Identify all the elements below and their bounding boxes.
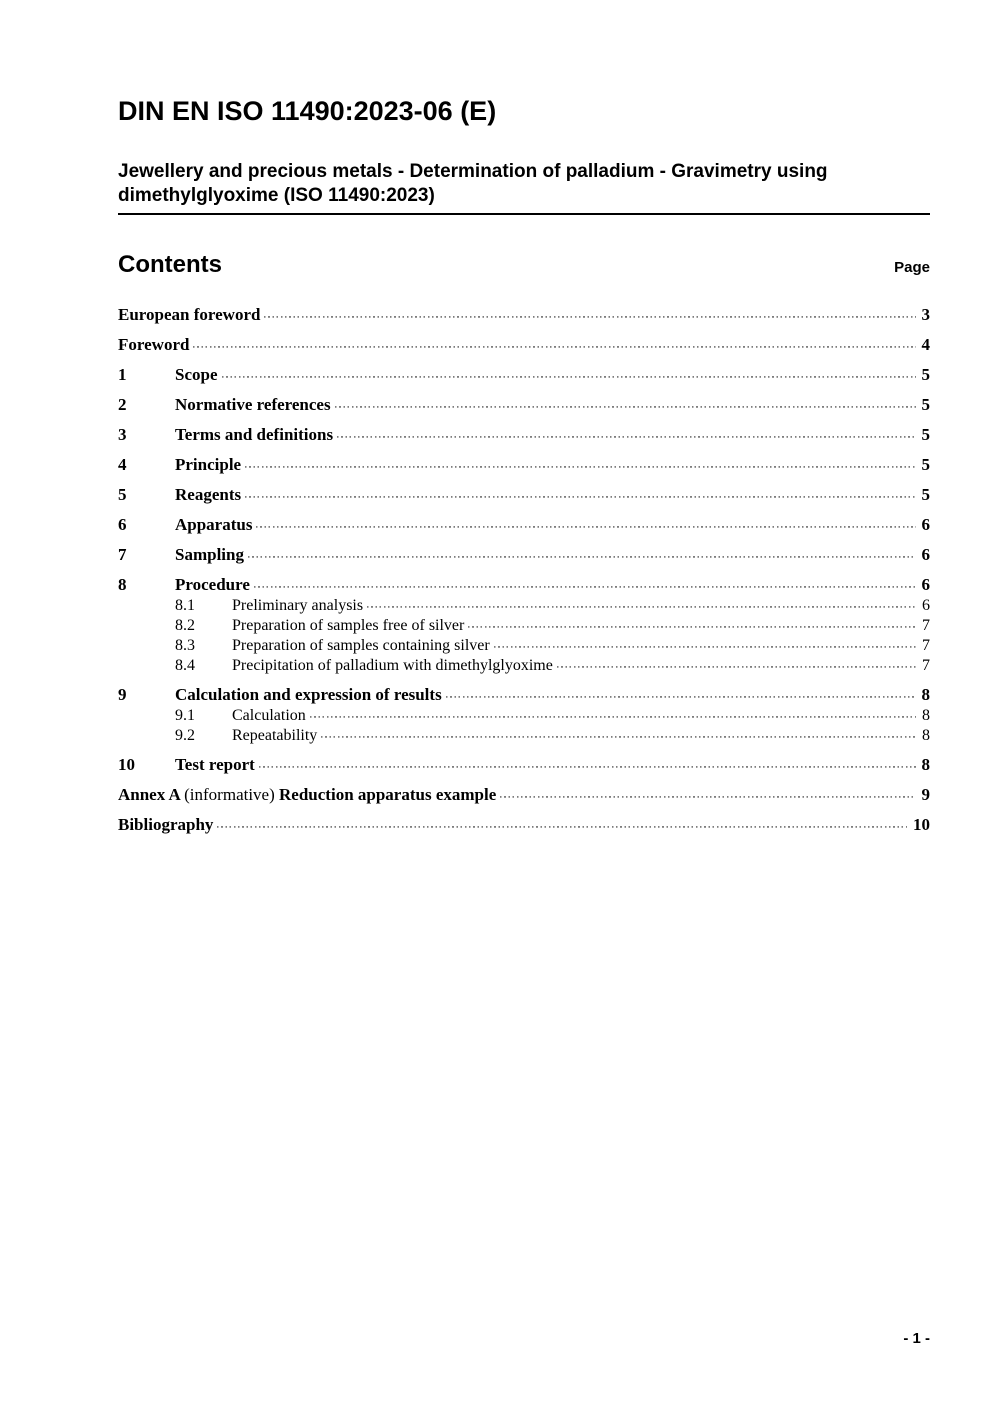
toc-entry-label-part: Annex A [118,785,185,804]
toc-entry [118,394,930,416]
toc-entry-label-part: Reduction apparatus example [279,785,497,804]
toc-entry-label: Preliminary analysis [232,597,364,614]
toc-page-number: 6 [921,545,930,564]
toc-entry-label: European foreword [118,305,261,324]
toc-entry-number: 9.1 [175,707,195,724]
toc-page-number: 8 [922,727,930,744]
toc-entry [118,656,930,676]
toc-entry [118,596,930,616]
dot-leader [222,376,916,380]
toc-entry-label [118,784,496,806]
toc-entry-number: 6 [118,515,127,534]
toc-entry [118,784,930,806]
toc-page-number: 10 [913,815,930,834]
toc-entry [118,514,930,536]
toc-page-number: 5 [921,395,930,414]
toc-entry-number: 3 [118,425,127,444]
toc-entry-label: Apparatus [175,515,253,534]
toc-entry-label: Repeatability [232,727,318,744]
toc-entry-label: Foreword [118,335,190,354]
toc-page-number: 6 [921,515,930,534]
toc-entry-label: Terms and definitions [175,425,334,444]
toc-entry-label: Calculation [232,707,306,724]
toc-entry [118,684,930,706]
toc-page-number: 6 [921,575,930,594]
dot-leader [259,766,916,770]
toc-entry-number: 4 [118,455,127,474]
toc-entry-label: Test report [175,755,255,774]
toc-entry-label: Preparation of samples free of silver [232,617,465,634]
dot-leader [446,696,916,700]
toc-page-number: 5 [921,455,930,474]
page-column-label: Page [894,259,930,276]
toc-entry [118,636,930,656]
toc-entry-label: Sampling [175,545,244,564]
toc-entry [118,454,930,476]
toc-entry [118,706,930,726]
footer-page-number: - 1 - [903,1330,930,1347]
toc-entry [118,424,930,446]
toc-entry-number: 1 [118,365,127,384]
toc-entry-label: Scope [175,365,218,384]
toc-entry [118,726,930,746]
toc-page-number: 5 [921,485,930,504]
toc-entry [118,814,930,836]
toc-entry-number: 2 [118,395,127,414]
dot-leader [245,466,915,470]
toc-page-number: 8 [922,707,930,724]
toc-page-number: 3 [921,305,930,324]
toc-entry-number: 8 [118,575,127,594]
toc-page-number: 7 [922,637,930,654]
toc-entry-label: Precipitation of palladium with dimethylglyoxime [232,657,553,674]
dot-leader [557,666,916,670]
dot-leader [193,346,915,350]
toc-entry [118,334,930,356]
document-code: DIN EN ISO 11490:2023-06 (E) [118,96,497,126]
toc-page-number: 8 [921,685,930,704]
dot-leader [367,606,916,610]
toc-page-number: 8 [921,755,930,774]
toc-entry-label: Principle [175,455,242,474]
toc-entry [118,364,930,386]
toc-page-number: 5 [921,425,930,444]
toc-entry-label-part: (informative) [184,785,280,804]
toc-page-number: 4 [921,335,930,354]
toc-entry [118,304,930,326]
toc-entry-label: Calculation and expression of results [175,685,442,704]
toc-entry-label: Preparation of samples containing silver [232,637,490,654]
dot-leader [310,716,916,720]
dot-leader [245,496,915,500]
contents-heading: Contents [118,251,222,278]
toc-entry [118,574,930,596]
toc-page-number: 9 [921,785,930,804]
toc-page-number: 5 [921,365,930,384]
toc-entry-number: 8.3 [175,637,195,654]
toc-entry-label: Procedure [175,575,250,594]
dot-leader [494,646,916,650]
dot-leader [468,626,916,630]
toc-entry-label: Reagents [175,485,242,504]
toc-entry-number: 5 [118,485,127,504]
toc-page-number: 7 [922,617,930,634]
toc-entry [118,484,930,506]
toc-entry-number: 9 [118,685,127,704]
dot-leader [321,736,916,740]
toc-entry [118,754,930,776]
toc-page-number: 6 [922,597,930,614]
toc-list [118,304,930,836]
toc-page-number: 7 [922,657,930,674]
document-title: Jewellery and precious metals - Determination of palladium - Gravimetry using dimethylglyoxime (ISO 11490:2023) [118,160,930,215]
contents-header [118,251,930,279]
toc-entry-number: 10 [118,755,135,774]
toc-entry-number: 8.4 [175,657,195,674]
toc-entry-number: 8.1 [175,597,195,614]
toc-entry-number: 8.2 [175,617,195,634]
toc-entry-number: 9.2 [175,727,195,744]
dot-leader [335,406,916,410]
dot-leader [337,436,915,440]
dot-leader [500,796,915,800]
toc-entry [118,544,930,566]
dot-leader [217,826,907,830]
dot-leader [254,586,916,590]
toc-entry [118,616,930,636]
toc-entry-label: Normative references [175,395,331,414]
dot-leader [248,556,916,560]
toc-entry-label: Bibliography [118,815,214,834]
dot-leader [264,316,915,320]
dot-leader [256,526,915,530]
toc-entry-number: 7 [118,545,127,564]
page-content [118,0,930,836]
